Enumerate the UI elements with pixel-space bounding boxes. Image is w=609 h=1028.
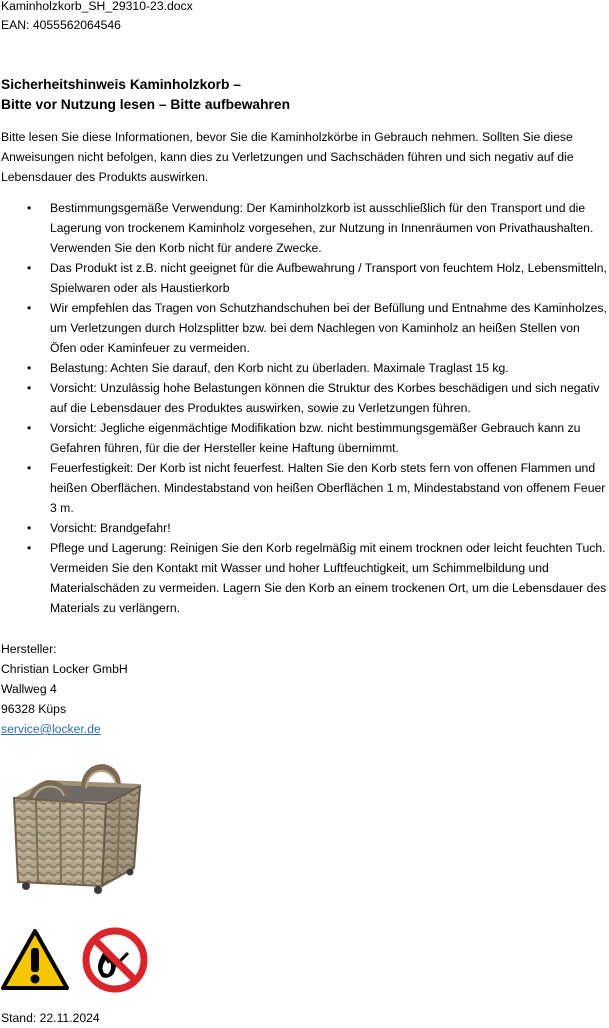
- wicker-basket-photo: [6, 758, 146, 900]
- manufacturer-city: 96328 Küps: [1, 702, 67, 716]
- ean-code: EAN: 4055562064546: [1, 18, 121, 32]
- list-item: • Vorsicht: Brandgefahr!: [0, 518, 609, 538]
- list-item: • Vorsicht: Jegliche eigenmächtige Modifikation bzw. nicht bestimmungsgemäßer Gebrauch kann zu Gefahren führen, für die der Hersteller keine Haftung übernimmt.: [0, 418, 609, 458]
- title-line-2: Bitte vor Nutzung lesen – Bitte aufbewahren: [1, 97, 291, 112]
- bullet-point: •: [27, 381, 32, 395]
- email-link[interactable]: service@locker.de: [1, 722, 101, 736]
- bullet-point: •: [27, 201, 32, 215]
- list-item: • Feuerfestigkeit: Der Korb ist nicht feuerfest. Halten Sie den Korb stets fern von offenen Flammen und heißen Oberflächen. Mindestabstand von heißen Oberflächen 1 m, Mindestabstand von offenem Feuer 3 m.: [0, 458, 609, 518]
- bullet-point: •: [27, 541, 32, 555]
- bullet-point: •: [27, 261, 32, 275]
- list-item: • Bestimmungsgemäße Verwendung: Der Kaminholzkorb ist ausschließlich für den Transport und die Lagerung von trockenem Kaminholz vorgesehen, zur Nutzung in Innenräumen von Privathaushalten. Verwenden Sie den Korb nicht für andere Zwecke.: [0, 198, 609, 258]
- list-item: • Pflege und Lagerung: Reinigen Sie den Korb regelmäßig mit einem trocknen oder leicht feuchten Tuch. Vermeiden Sie den Kontakt mit Wasser und hoher Luftfeuchtigkeit, um Schimmelbildung und Materialschäden zu vermeiden. Lagern Sie den Korb an einem trockenen Ort, um die Lebensdauer des Materials zu verlängern.: [0, 538, 609, 618]
- bullet-point: •: [27, 361, 32, 375]
- bullet-point: •: [27, 461, 32, 475]
- bullet-point: •: [27, 301, 32, 315]
- manufacturer-name: Christian Locker GmbH: [1, 662, 128, 676]
- bullet-point: •: [27, 521, 32, 535]
- file-name: Kaminholzkorb_SH_29310-23.docx: [1, 0, 193, 13]
- manufacturer-street: Wallweg 4: [1, 682, 57, 696]
- page-title: [1, 75, 290, 115]
- intro-paragraph: Bitte lesen Sie diese Informationen, bevor Sie die Kaminholzkörbe in Gebrauch nehmen. Sollten Sie diese Anweisungen nicht befolgen, kann dies zu Verletzungen und Sachschäden führen und sich negativ auf die Lebensdauer des Produkts auswirken.: [1, 130, 574, 184]
- document-header: [1, 0, 193, 35]
- revision-date: Stand: 22.11.2024: [1, 1011, 100, 1025]
- list-item: • Das Produkt ist z.B. nicht geeignet für die Aufbewahrung / Transport von feuchtem Holz, Lebensmitteln, Spielwaren oder als Haustierkorb: [0, 258, 609, 298]
- manufacturer-label: Hersteller:: [1, 642, 57, 656]
- bullet-point: •: [27, 421, 32, 435]
- safety-bullet-list: [0, 198, 609, 618]
- list-item: • Wir empfehlen das Tragen von Schutzhandschuhen bei der Befüllung und Entnahme des Kaminholzes, um Verletzungen durch Holzsplitter bzw. bei dem Nachlegen von Kaminholz an heißen Stellen von Öfen oder Kaminfeuer zu vermeiden.: [0, 298, 609, 358]
- list-item: • Vorsicht: Unzulässig hohe Belastungen können die Struktur des Korbes beschädigen und sich negativ auf die Lebensdauer des Produktes auswirken, sowie zu Verletzungen führen.: [0, 378, 609, 418]
- manufacturer-block: [1, 639, 128, 739]
- warning-triangle-icon: [0, 928, 70, 992]
- list-item: • Belastung: Achten Sie darauf, den Korb nicht zu überladen. Maximale Traglast 15 kg.: [0, 358, 609, 378]
- title-line-1: Sicherheitshinweis Kaminholzkorb –: [1, 77, 241, 92]
- no-open-flame-icon: [82, 927, 148, 993]
